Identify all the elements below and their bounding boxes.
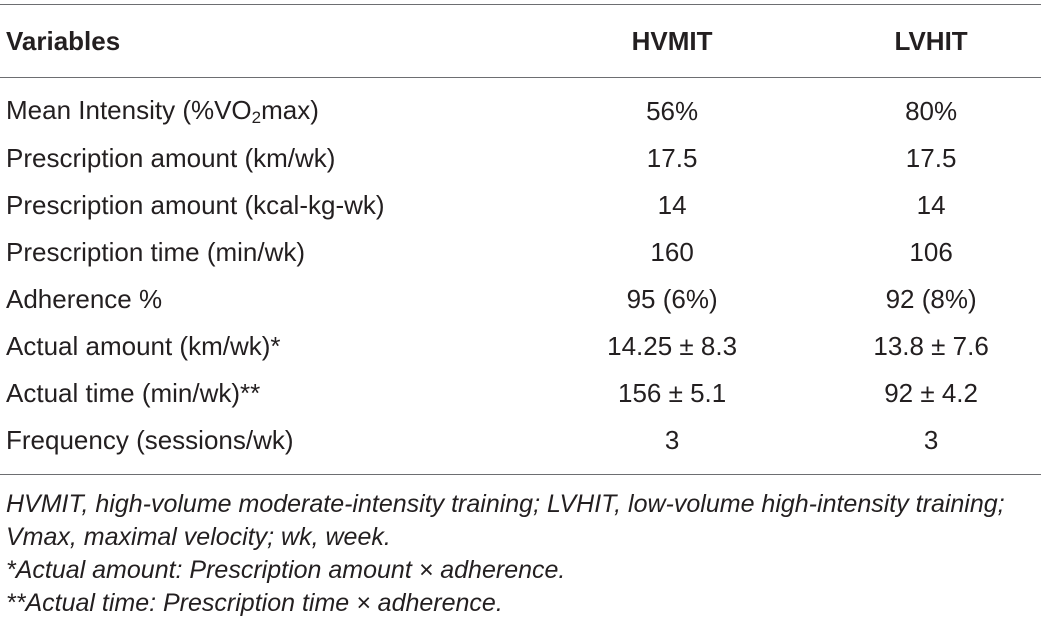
cell-hvmit: 156 ± 5.1	[617, 378, 727, 408]
cell-hvmit: 95 (6%)	[626, 284, 718, 314]
header-hvmit: HVMIT	[631, 25, 713, 56]
table-row	[0, 182, 1041, 229]
header-lvhit: LVHIT	[894, 25, 968, 56]
header-variables: Variables	[6, 25, 121, 56]
row-label: Prescription amount (km/wk)	[6, 143, 336, 173]
cell-hvmit: 14	[657, 190, 687, 220]
cell-lvhit: 80%	[905, 96, 958, 126]
row-label: Actual time (min/wk)**	[6, 378, 261, 408]
cell-lvhit: 3	[923, 425, 939, 455]
cell-lvhit: 106	[909, 237, 953, 267]
cell-hvmit: 160	[650, 237, 694, 267]
row-label: Prescription amount (kcal-kg-wk)	[6, 190, 385, 220]
table-row	[0, 135, 1041, 182]
table-header-row	[0, 5, 1041, 78]
cell-hvmit: 3	[664, 425, 680, 455]
cell-lvhit: 13.8 ± 7.6	[873, 331, 989, 361]
row-label: Prescription time (min/wk)	[6, 237, 306, 267]
table-row	[0, 370, 1041, 417]
table-row	[0, 78, 1041, 136]
row-label-pre: Mean Intensity (%VO	[6, 95, 252, 125]
table-row	[0, 323, 1041, 370]
cell-lvhit: 92 (8%)	[885, 284, 977, 314]
row-label: Frequency (sessions/wk)	[6, 425, 294, 455]
row-label: Adherence %	[6, 284, 163, 314]
cell-lvhit: 17.5	[905, 143, 957, 173]
training-variables-table	[0, 4, 1041, 475]
footnote-abbreviations: HVMIT, high-volume moderate-intensity training; LVHIT, low-volume high-intensity training; Vmax, maximal velocity; wk, week.	[6, 490, 1005, 551]
table-row	[0, 276, 1041, 323]
row-label-subscript: 2	[251, 108, 262, 127]
table-footnotes	[6, 488, 1036, 620]
table-row	[0, 229, 1041, 276]
cell-hvmit: 14.25 ± 8.3	[607, 331, 738, 361]
table-row	[0, 417, 1041, 475]
footnote-actual-amount: *Actual amount: Prescription amount × adherence.	[6, 556, 566, 584]
row-label-post: max)	[261, 95, 319, 125]
cell-lvhit: 92 ± 4.2	[884, 378, 978, 408]
row-label: Actual amount (km/wk)*	[6, 331, 281, 361]
cell-hvmit: 17.5	[646, 143, 698, 173]
footnote-actual-time: **Actual time: Prescription time × adherence.	[6, 589, 503, 617]
cell-lvhit: 14	[916, 190, 946, 220]
row-label	[0, 78, 523, 136]
cell-hvmit: 56%	[646, 96, 699, 126]
